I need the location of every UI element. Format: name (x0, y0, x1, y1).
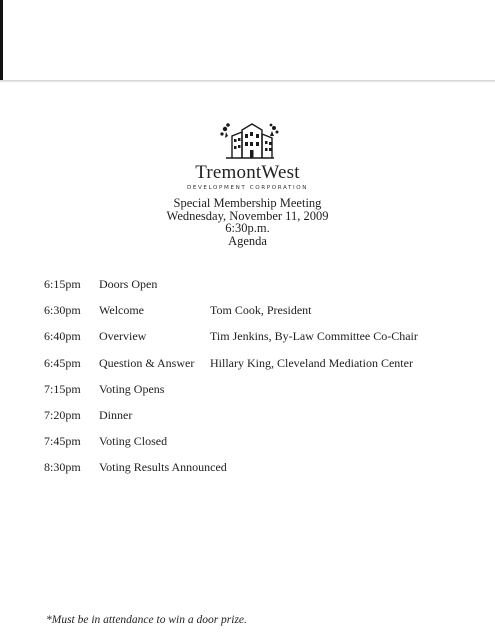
agenda-row (44, 460, 484, 486)
agenda-time: 6:40pm (44, 329, 81, 344)
agenda-time: 7:15pm (44, 381, 81, 396)
agenda-row (44, 303, 484, 329)
agenda-time: 8:30pm (44, 460, 81, 475)
agenda-row (44, 408, 484, 434)
page-fold-shadow (0, 80, 495, 83)
brand-subtitle: DEVELOPMENT CORPORATION (186, 185, 309, 191)
agenda-row (44, 382, 484, 408)
meeting-heading (0, 197, 495, 248)
agenda-event: Voting Opens (99, 381, 165, 396)
agenda-time: 6:30pm (44, 303, 81, 318)
logo (0, 120, 495, 191)
agenda-speaker: Tim Jenkins, By-Law Committee Co-Chair (210, 329, 418, 344)
brand-name: TremontWest (195, 162, 300, 183)
agenda-list (44, 277, 484, 487)
agenda-row (44, 277, 484, 303)
meeting-title: Special Membership Meeting (173, 196, 322, 210)
agenda-row (44, 356, 484, 382)
scanner-edge (0, 0, 495, 82)
agenda-event: Voting Results Announced (99, 460, 227, 475)
agenda-row (44, 434, 484, 460)
agenda-row (44, 329, 484, 355)
door-prize-footnote: *Must be in attendance to win a door prize. (46, 614, 247, 626)
agenda-event: Welcome (99, 303, 145, 318)
agenda-event: Overview (99, 329, 147, 344)
meeting-time: 6:30p.m. (225, 221, 270, 236)
agenda-event: Doors Open (99, 277, 158, 291)
agenda-time: 7:45pm (44, 434, 81, 449)
agenda-event: Voting Closed (99, 434, 168, 449)
agenda-speaker: Tom Cook, President (210, 303, 312, 318)
agenda-time: 6:15pm (44, 277, 81, 291)
scanner-edge-line (0, 0, 3, 82)
buildings-logo-icon (216, 120, 280, 160)
agenda-event: Dinner (99, 407, 133, 422)
agenda-time: 6:45pm (44, 355, 81, 370)
agenda-speaker: Hillary King, Cleveland Mediation Center (210, 355, 413, 370)
agenda-label: Agenda (228, 234, 267, 249)
agenda-time: 7:20pm (44, 407, 81, 422)
agenda-event: Question & Answer (99, 355, 195, 370)
meeting-date: Wednesday, November 11, 2009 (166, 208, 329, 223)
